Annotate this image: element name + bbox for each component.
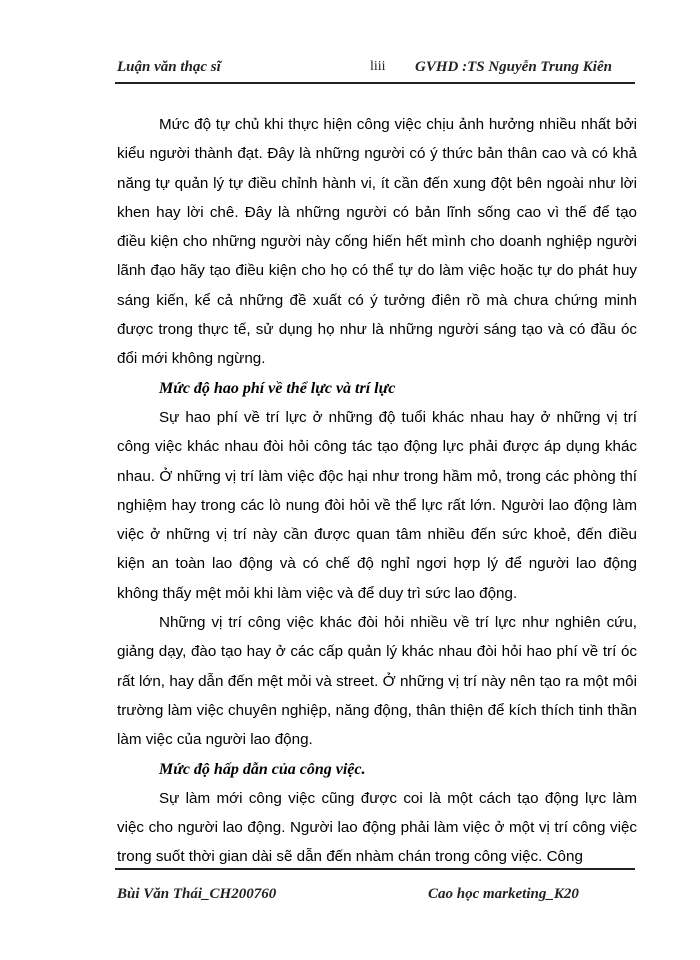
paragraph-4: Sự làm mới công việc cũng được coi là một cách tạo động lực làm việc cho người lao động. Người lao động phải làm việc ở một vị trí công việc trong suốt thời gian dài sẽ dẫn đến nhàm chán trong công việc. Công xyxy=(117,789,637,866)
page-body xyxy=(117,110,637,872)
page-footer xyxy=(115,886,635,912)
section-heading-physical-mental: Mức độ hao phí về thể lực và trí lực xyxy=(159,379,396,397)
header-rule xyxy=(115,82,635,84)
footer-author: Bùi Văn Thái_CH200760 xyxy=(117,886,277,902)
section-heading-job-attractiveness: Mức độ hấp dẫn của công việc. xyxy=(159,760,366,778)
header-thesis-title: Luận văn thạc sĩ xyxy=(117,59,221,75)
header-advisor: GVHD :TS Nguyễn Trung Kiên xyxy=(415,59,612,75)
header-page-number: liii xyxy=(370,59,386,74)
footer-rule xyxy=(115,868,635,870)
paragraph-3: Những vị trí công việc khác đòi hỏi nhiều về trí lực như nghiên cứu, giảng dạy, đào tạo hay ở các cấp quản lý khác nhau đòi hỏi hao phí về trí óc rất lớn, hay dẫn đến mệt mỏi và street. Ở những vị trí này nên tạo ra một môi trường làm việc chuyên nghiệp, năng động, thân thiện để kích thích tinh thần làm việc của người lao động. xyxy=(117,614,637,749)
page-header xyxy=(115,56,635,82)
paragraph-2: Sự hao phí về trí lực ở những độ tuổi khác nhau hay ở những vị trí công việc khác nhau đòi hỏi công tác tạo động lực phải được áp dụng khác nhau. Ở những vị trí làm việc độc hại như trong hầm mỏ, trong các phòng thí nghiệm hay trong các lò nung đòi hỏi về thể lực rất lớn. Người lao động làm việc ở những vị trí này cần được quan tâm nhiều đến sức khoẻ, đến điều kiện an toàn lao động và có chế độ nghỉ ngơi hợp lý để người lao động không thấy mệt mỏi khi làm việc và để duy trì sức lao động. xyxy=(117,408,637,602)
footer-program: Cao học marketing_K20 xyxy=(428,886,579,902)
paragraph-1: Mức độ tự chủ khi thực hiện công việc chịu ảnh hưởng nhiều nhất bởi kiểu người thành đạt. Đây là những người có ý thức bản thân cao và có khả năng tự quản lý tự điều chỉnh hành vi, ít cần đến xung đột bên ngoài như lời khen hay lời chê. Đây là những người có bản lĩnh sống cao vì thế để tạo điều kiện cho những người này cống hiến hết mình cho doanh nghiệp người lãnh đạo hãy tạo điều kiện cho họ có thể tự do làm việc hoặc tự do phát huy sáng kiến, kể cả những đề xuất có ý tưởng điên rồ mà chưa chứng minh được trong thực tế, sử dụng họ như là những người sáng tạo và có đầu óc đổi mới không ngừng. xyxy=(117,116,637,368)
